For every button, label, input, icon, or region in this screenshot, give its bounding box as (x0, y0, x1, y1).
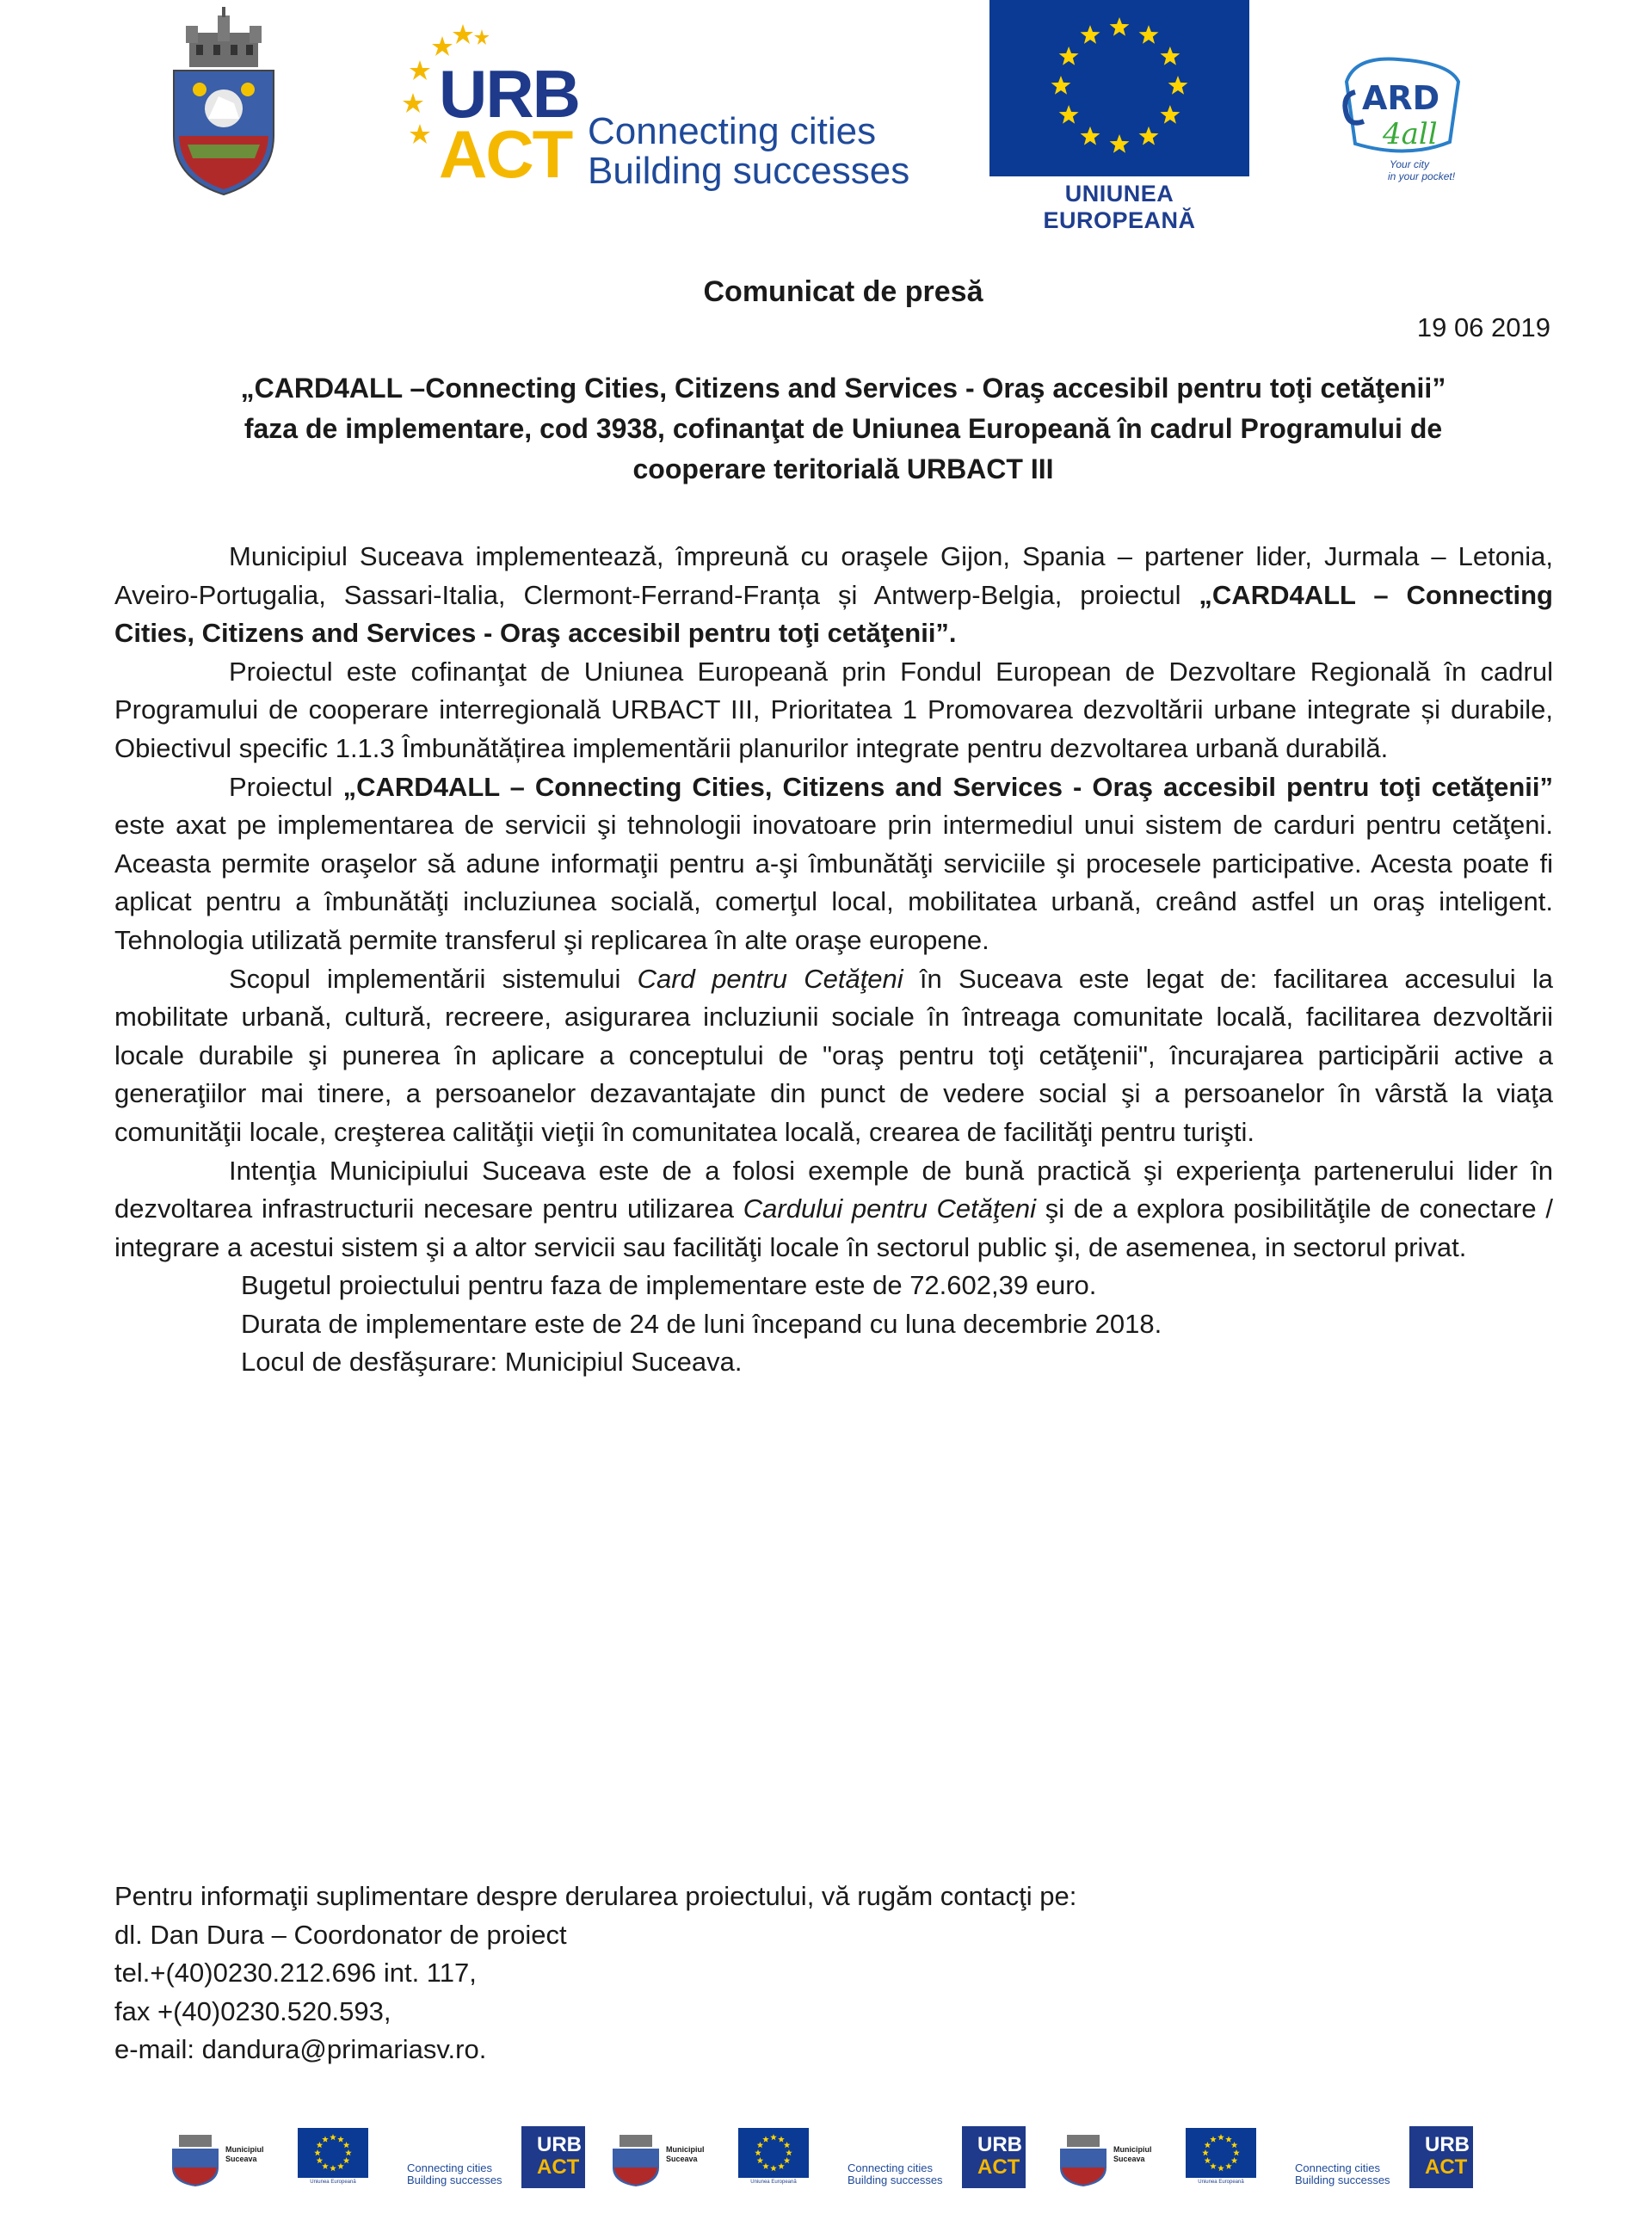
paragraph-scope: Scopul implementării sistemului Card pentru Cetăţeni în Suceava este legat de: facilitarea accesului la mobilitate urbană, cultură, recreere, asigurarea incluziunii sociale în întreaga comunitate locală, facilitarea dezvoltării locale durabile şi punerea în aplicare a conceptului de "oraş pentru toţi cetăţenii", încurajarea participării active a generaţiilor mai tinere, a persoanelor dezavantajate din punct de vedere social şi a persoanelor în vârstă la viaţa comunităţii locale, creşterea calităţii vieţii în comunitatea locală, crearea de facilităţi pentru turişti. (114, 963, 1554, 1147)
footer-eu-label: Uniunea Europeană (750, 2180, 797, 2185)
eu-star-icon (1139, 126, 1159, 145)
contact-fax: fax +(40)0230.520.593, (114, 1995, 391, 2026)
urbact-word-act: ACT (439, 116, 572, 192)
contact-person: dl. Dan Dura – Coordonator de proiect (114, 1919, 567, 1950)
heading-line-3: cooperare teritorială URBACT III (632, 453, 1054, 484)
document-date: 19 06 2019 (1416, 312, 1550, 342)
eu-star-icon (778, 2136, 785, 2142)
eu-star-icon (770, 2134, 777, 2140)
suceava-coat-of-arms-logo (170, 7, 277, 198)
eu-star-icon (757, 2142, 764, 2148)
eu-star-icon (1217, 2165, 1224, 2171)
footer-crest-icon (1057, 2131, 1110, 2188)
eu-star-icon (1110, 134, 1130, 153)
eu-star-icon (757, 2157, 764, 2163)
eu-star-icon (337, 2136, 344, 2142)
footer-crest-icon (169, 2131, 222, 2188)
document-title: Comunicat de presă (703, 275, 983, 308)
eu-star-icon (322, 2163, 329, 2169)
contact-phone: tel.+(40)0230.212.696 int. 117, (114, 1958, 477, 1988)
eu-star-icon (1231, 2142, 1238, 2148)
eu-star-icon (343, 2157, 350, 2163)
paragraph-financing: Proiectul este cofinanţat de Uniunea Europeană prin Fondul European de Dezvoltare Regională în cadrul Programului de cooperare interregională URBACT III, Prioritatea 1 Promovarea dezvoltării urbane integrate și durabile, Obiectivul specific 1.1.3 Îmbunătățirea implementării planurilor integrate pentru dezvoltarea urbană durabilă. (114, 656, 1553, 763)
footer-urbact-icon: URB ACT (521, 2126, 585, 2188)
eu-star-icon (314, 2149, 321, 2155)
eu-star-icon (1160, 46, 1180, 65)
eu-star-icon (330, 2165, 336, 2171)
heading-line-2: faza de implementare, cod 3938, cofinanţat de Uniunea Europeană în cadrul Programului de (243, 413, 1443, 444)
eu-star-icon (778, 2163, 785, 2169)
footer-connecting-label: Connecting cities Building successes (848, 2161, 943, 2186)
footer-urbact-icon: URB ACT (962, 2126, 1026, 2188)
footer-eu-flag-icon (1186, 2128, 1256, 2178)
footer-eu-flag-icon (298, 2128, 368, 2178)
eu-star-icon (762, 2163, 769, 2169)
footer-logo-group (609, 2119, 1048, 2197)
urbact-word-urb: URB (439, 56, 579, 132)
eu-star-icon (1205, 2157, 1211, 2163)
footer-crest-icon (609, 2131, 663, 2188)
eu-label: UNIUNEA EUROPEANĂ (1043, 181, 1196, 233)
eu-star-icon (1217, 2134, 1224, 2140)
eu-star-icon (343, 2142, 350, 2148)
project-name-bold-2: „CARD4ALL – Connecting Cities, Citizens and Services - Oraş accesibil pentru toţi cetăţenii” (342, 771, 1553, 802)
eu-star-icon (345, 2149, 352, 2155)
urbact-logo (394, 19, 919, 200)
eu-star-icon (1059, 105, 1079, 124)
footer-logo-strip (169, 2119, 1494, 2197)
footer-eu-label: Uniunea Europeană (310, 2180, 356, 2185)
eu-star-icon (1168, 76, 1188, 95)
heading-line-1: „CARD4ALL –Connecting Cities, Citizens and Services - Oraş accesibil pentru toţi cetăţenii” (240, 373, 1446, 404)
eu-star-icon (1160, 105, 1180, 124)
eu-star-icon (784, 2157, 791, 2163)
eu-star-icon (322, 2136, 329, 2142)
footer-municipality-label: Municipiul Suceava (1113, 2145, 1152, 2163)
eu-star-icon (1225, 2163, 1232, 2169)
footer-eu-flag-icon (738, 2128, 809, 2178)
eu-star-icon (1205, 2142, 1211, 2148)
eu-star-icon (1225, 2136, 1232, 2142)
paragraph-intention: Intenţia Municipiului Suceava este de a folosi exemple de bună practică şi experienţa partenerului lider în dezvoltarea infrastructurii necesare pentru utilizarea Cardului pentru Cetăţeni şi de a explora posibilităţile de conectare / integrare a acestui sistem şi a altor servicii sau facilităţi locale în sectorul public şi, de asemenea, in sectorul privat. (114, 1155, 1553, 1262)
eu-star-icon (1210, 2163, 1217, 2169)
eu-star-icon (786, 2149, 792, 2155)
footer-connecting-label: Connecting cities Building successes (1295, 2161, 1390, 2186)
eu-star-icon (1202, 2149, 1209, 2155)
eu-star-icon (337, 2163, 344, 2169)
contact-block (114, 1878, 1076, 2069)
eu-star-icon (770, 2165, 777, 2171)
eu-star-icon (1081, 126, 1100, 145)
eu-star-icon (1051, 76, 1071, 95)
footer-connecting-label: Connecting cities Building successes (407, 2161, 502, 2186)
eu-star-icon (755, 2149, 761, 2155)
card4all-tagline-line2: in your pocket! (1388, 170, 1456, 182)
eu-star-icon (1059, 46, 1079, 65)
footer-eu-label: Uniunea Europeană (1198, 2180, 1244, 2185)
urbact-tagline-line1: Connecting cities (588, 110, 877, 152)
eu-star-icon (1081, 25, 1100, 44)
project-heading (129, 368, 1557, 490)
footer-municipality-label: Municipiul Suceava (225, 2145, 264, 2163)
footer-logo-group (169, 2119, 607, 2197)
urbact-tagline-line2: Building successes (588, 150, 910, 192)
svg-text:4all: 4all (1383, 117, 1438, 151)
card4all-tagline-line1: Your city (1390, 158, 1430, 170)
paragraph-description: Proiectul „CARD4ALL – Connecting Cities, Citizens and Services - Oraş accesibil pentru toţi cetăţenii” este axat pe implementarea de servicii şi tehnologii inovatoare prin intermediul unui sistem de carduri pentru cetăţeni. Aceasta permite oraşelor să adune informaţii pentru a-şi îmbunătăţi serviciile şi procesele participative. Acesta poate fi aplicat pentru a îmbunătăţi incluziunea socială, comerţul local, mobilitatea urbană, creând astfel un oraş inteligent. Tehnologia utilizată permite transferul şi replicarea în alte oraşe europene. (114, 771, 1553, 955)
contact-intro: Pentru informaţii suplimentare despre derularea proiectului, vă rugăm contacţi pe: (114, 1881, 1077, 1911)
card-pentru-cetateni-italic: Card pentru Cetăţeni (637, 963, 903, 994)
paragraph-budget: Bugetul proiectului pentru faza de implementare este de 72.602,39 euro. (241, 1270, 1097, 1301)
eu-star-icon (1139, 25, 1159, 44)
eu-star-icon (784, 2142, 791, 2148)
eu-star-icon (317, 2142, 324, 2148)
card4all-logo-text: ARD (1362, 79, 1440, 117)
footer-urbact-icon: URB ACT (1409, 2126, 1473, 2188)
footer-logo-group (1057, 2119, 1495, 2197)
paragraph-duration: Durata de implementare este de 24 de luni începand cu luna decembrie 2018. (241, 1308, 1162, 1339)
eu-star-icon (1210, 2136, 1217, 2142)
paragraph-location: Locul de desfăşurare: Municipiul Suceava. (241, 1347, 743, 1378)
eu-star-icon (762, 2136, 769, 2142)
eu-star-icon (1233, 2149, 1240, 2155)
contact-email: e-mail: dandura@primariasv.ro. (114, 2034, 487, 2064)
eu-star-icon (317, 2157, 324, 2163)
eu-star-icon (1110, 17, 1130, 36)
card4all-logo (1321, 47, 1493, 185)
document-body (114, 538, 1553, 1382)
eu-flag-logo (989, 0, 1249, 176)
paragraph-partners: Municipiul Suceava implementează, împreună cu oraşele Gijon, Spania – partener lider, Jurmala – Letonia, Aveiro-Portugalia, Sassari-Italia, Clermont-Ferrand-Franța și Antwerp-Belgia, proiectul „CARD4ALL – Connecting Cities, Citizens and Services - Oraş accesibil pentru toţi cetăţenii”. (114, 541, 1553, 649)
cardului-pentru-cetateni-italic: Cardului pentru Cetăţeni (743, 1193, 1037, 1224)
eu-star-icon (330, 2134, 336, 2140)
footer-municipality-label: Municipiul Suceava (666, 2145, 705, 2163)
project-name-bold: „CARD4ALL – Connecting Cities, Citizens and Services - Oraş accesibil pentru toţi cetăţenii”. (114, 579, 1553, 649)
eu-star-icon (1231, 2157, 1238, 2163)
